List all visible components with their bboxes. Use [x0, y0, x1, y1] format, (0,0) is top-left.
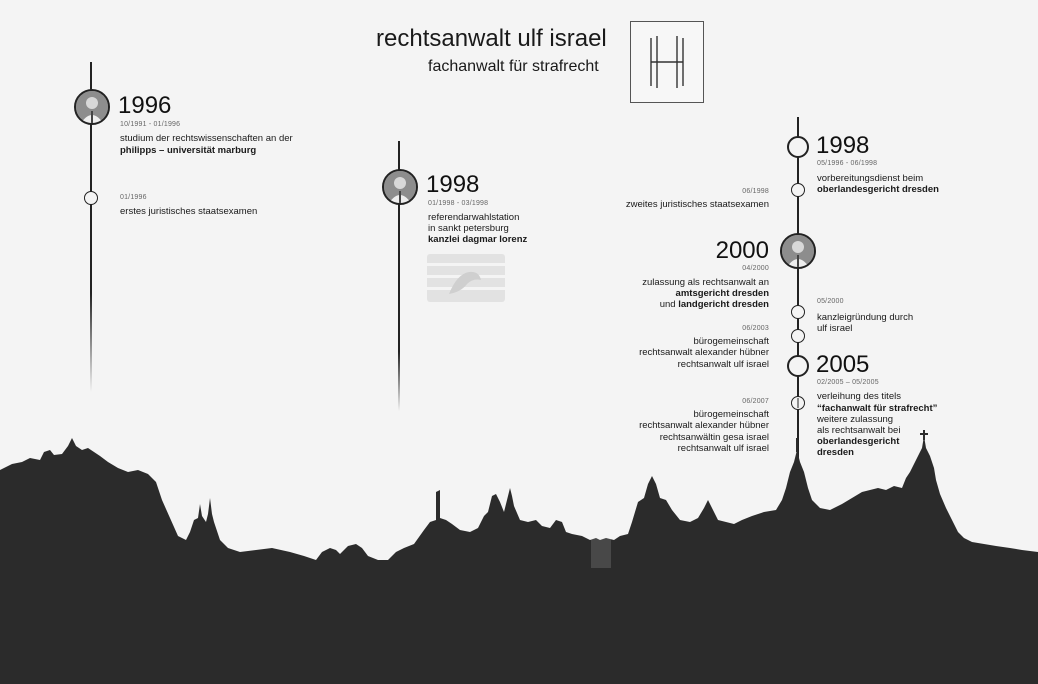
date-label: 06/1998 [742, 188, 769, 195]
entry-text: rechtsanwalt alexander hübner [639, 420, 769, 431]
date-label: 06/2007 [742, 398, 769, 405]
entry-text-bold: philipps – universität marburg [120, 145, 257, 156]
year-2005: 2005 [816, 351, 870, 378]
entry-text: bürogemeinschaft [693, 409, 769, 420]
entry-text: vorbereitungsdienst beim [817, 173, 924, 184]
entry-text-bold: “fachanwalt für strafrecht” [817, 403, 938, 414]
date-label: 05/2000 [817, 298, 844, 305]
date-range: 05/1996 - 06/1998 [817, 160, 878, 167]
year-1996: 1996 [118, 92, 172, 119]
entry-text: verleihung des titels [817, 391, 901, 402]
year-2000: 2000 [715, 237, 769, 264]
entry-text: zweites juristisches staatsexamen [625, 199, 769, 210]
date-label: 06/2003 [742, 325, 769, 332]
date-range: 02/2005 – 05/2005 [817, 379, 879, 386]
entry-text: in sankt petersburg [428, 223, 509, 234]
date-label: 01/1996 [120, 194, 147, 201]
date-label: 04/2000 [742, 265, 769, 272]
entry-text: erstes juristisches staatsexamen [120, 206, 258, 217]
entry-text: rechtsanwalt alexander hübner [639, 347, 769, 358]
year-1998: 1998 [816, 132, 870, 159]
entry-text: ulf israel [817, 323, 853, 334]
entry-text: rechtsanwalt ulf israel [677, 443, 769, 454]
entry-text: zulassung als rechtsanwalt an [642, 277, 769, 288]
page-subtitle: fachanwalt für strafrecht [428, 58, 599, 75]
entry-text-mixed: und landgericht dresden [659, 299, 769, 310]
entry-text: kanzleigründung durch [817, 312, 914, 323]
entry-text-bold: oberlandesgericht [817, 436, 900, 447]
date-range: 01/1998 - 03/1998 [428, 200, 489, 207]
entry-text-bold: amtsgericht dresden [675, 288, 769, 299]
page-title: rechtsanwalt ulf israel [376, 25, 607, 52]
entry-text: referendarwahlstation [428, 212, 520, 223]
entry-text: weitere zulassung [817, 414, 894, 425]
entry-text-bold: kanzlei dagmar lorenz [428, 234, 528, 245]
entry-text: rechtsanwältin gesa israel [659, 432, 769, 443]
entry-text: bürogemeinschaft [693, 336, 769, 347]
year-1998: 1998 [426, 171, 480, 198]
date-range: 10/1991 - 01/1996 [120, 121, 181, 128]
entry-text: rechtsanwalt ulf israel [677, 359, 769, 370]
entry-text: studium der rechtswissenschaften an der [120, 133, 293, 144]
entry-text: als rechtsanwalt bei [817, 425, 901, 436]
entry-text-bold: dresden [817, 447, 854, 458]
entry-text-bold: oberlandesgericht dresden [817, 184, 939, 195]
